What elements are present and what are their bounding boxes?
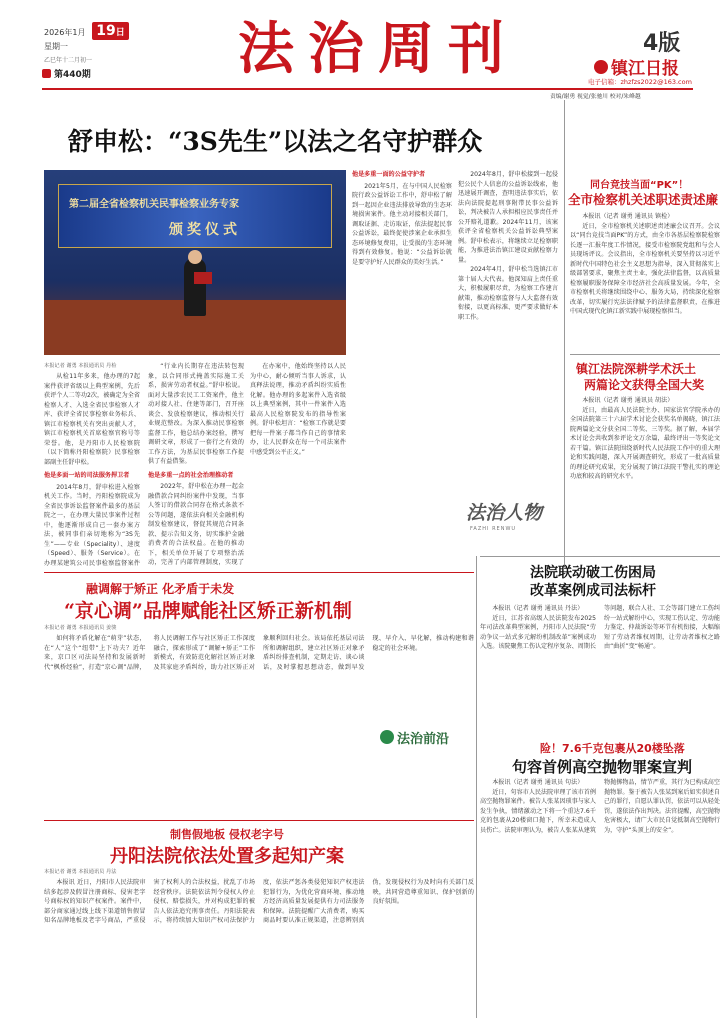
- masthead: [0, 0, 725, 100]
- right3-headline-line1: 法院联动破工伤困局: [530, 565, 656, 581]
- photo-award-text: 颁奖仪式: [169, 222, 241, 238]
- right1-byline: 本报讯（记者 谢勇 通讯员 镇检）: [582, 213, 674, 220]
- photo-person: [184, 258, 206, 316]
- right2-headline-line1: 镇江法院深耕学术沃土: [576, 362, 697, 376]
- right1-kicker: 同台竞技当面“PK”！: [590, 180, 689, 191]
- lead-photo: [44, 170, 346, 355]
- section-tag-frontier: 法治前沿: [380, 726, 474, 748]
- divider-mid: [44, 572, 474, 573]
- right2-body: 本报讯（记者 谢勇 通讯员 胡法） 近日，由最高人民法院主办、国家法官学院承办的全国法院第三十六届学术讨论会获奖名单揭晓，镇江法院两篇论文分获全国二等奖、三等奖。据了解，本届学术讨论会共收到参评论文万余篇，最终评出一等奖论文若干篇。镇江法院围绕新时代人民法院工作中的重大理论和实践问题，深入开展调查研究，形成了一批高质量的理论研究成果，充分展现了镇江法院干警扎实的理论功底和较高的研究水平。: [570, 397, 720, 480]
- bottom-byline: 本报记者 谢勇 本报通讯员 丹法: [44, 869, 117, 875]
- lead-subhead-3: 他是多重一面的公益守护者: [352, 171, 426, 178]
- issue-icon: [42, 69, 51, 78]
- masthead-lunar: 乙巳年十二月初一: [44, 57, 93, 64]
- lead-headline: 舒申松：“3S先生”以法之名守护群众: [68, 127, 483, 156]
- masthead-email: 电子信箱：zhzfzs2022@163.com: [588, 78, 692, 86]
- lead-col-2: “行业内长期存在违法转包现象，以合同形式掩盖实际施工关系，损害劳动者权益。”舒申松说。面对大量涉农民工工资案件，他主动对接人社、住建等部门，召开座谈会、发放检察建议，推动相关行业规范整改。为深入推动民事检察监督工作，他总结办案经验，撰写调研文章，形成了一套行之有效的工作方法，为基层民事检察工作提供了有益借鉴。 他是多重一点的社会治理推动者 2022年，舒申松在办理一起金融借款合同纠纷案件中发现，当事人签订的借款合同存在格式条款不公等问题，遂依法向相关金融机构制发检察建议，督促其规范合同条款、提示告知义务，切实维护金融消费者的合法权益。在他的推动下，相关单位开展了专项整治活动，完善了内部管理制度，实现了: [148, 363, 244, 566]
- masthead-day-badge: [92, 22, 129, 40]
- right3-headline-line2: 改革案例成司法标杆: [530, 583, 656, 599]
- divider-right-1: [570, 354, 720, 355]
- frontier-icon: [380, 730, 394, 744]
- photo-person-head: [188, 250, 202, 264]
- divider-right-col: [564, 100, 565, 565]
- masthead-weekday: 星期一: [44, 42, 68, 51]
- mid2-kicker: 险！7.6千克包裹从20楼坠落: [540, 742, 685, 755]
- mid1-kicker: 融调解于矫正 化矛盾于未发: [86, 582, 235, 596]
- masthead-day-suffix: 日: [115, 28, 125, 38]
- mid2-body: 本报讯（记者 谢勇 通讯员 句法） 近日，句容市人民法院审理了该市首例高空抛物罪案件。被告人张某因琐事与家人发生争执，情绪激动之下将一个重达7.6千克的包裹从20楼窗口抛下，所幸未造成人员伤亡。法院审理认为，被告人张某从建筑物抛掷物品，情节严重，其行为已构成高空抛物罪。鉴于被告人张某到案后如实供述自己的罪行，自愿认罪认罚，依法可以从轻处罚，遂依法作出判决。法官提醒，高空抛物危害极大，请广大市民自觉抵制高空抛物行为，守护“头顶上的安全”。: [480, 779, 720, 834]
- masthead-issue: 第440期: [42, 66, 91, 80]
- masthead-date: 2026年1月: [44, 28, 86, 37]
- masthead-brand: 镇江日报: [594, 54, 679, 79]
- masthead-edition: 4版: [643, 31, 681, 56]
- lead-col-5: 2024年8月，舒申松接到一起侵犯公民个人信息的公益诉讼线索，他迅速展开调查，查明违法事实后，依法向法院提起刑事附带民事公益诉讼，判决被告人承担相应民事责任并公开赔礼道歉。2024年11月，该案获评全省检察机关公益诉讼典型案例。舒申松表示，将继续立足检察职能，为推进法治镇江建设贡献检察力量。 2024年4月，舒申松当选镇江市第十届人大代表。他深知肩上责任重大，积极履职尽责，为检察工作建言献策，推动检察监督与人大监督有效衔接，以更高标准、更严要求做好本职工作。: [458, 171, 558, 321]
- masthead-day: 19: [96, 23, 116, 39]
- lead-col-3: 在办案中，他始终坚持以人民为中心，耐心倾听当事人诉求，认真释法说理，推动矛盾纠纷实质性化解。他办理的多起案件入选省级以上典型案例，其中一件案件入选最高人民检察院发布的指导性案例。舒申松坦言：“检察工作就是要把每一件案子都当作自己的事情来办，让人民群众在每一个司法案件中感受到公平正义。”: [250, 363, 346, 456]
- photo-certificate: [194, 272, 212, 284]
- section-tag-figures: [462, 488, 558, 552]
- masthead-rule: [42, 88, 693, 90]
- section-tag-logo: 法治人物: [466, 502, 543, 524]
- mid2-headline: 句容首例高空抛物罪案宣判: [512, 758, 693, 776]
- lead-col-1: 从检11年多来，他办理的7起案件获评省级以上典型案例，先后获评个人二等功2次，被确定为全省检察人才、入选全省民事检察人才库、获评全省民事检察业务标兵、镇江市检察机关有突出贡献人才，镇江市检察机关首席检察官称号等荣誉。他，是丹阳市人民检察院（以下简称丹阳检察院）民事检察部副主任舒申松。 他是多面一站的司法服务捍卫者 2014年8月，舒申松进入检察机关工作。当时，丹阳检察院成为全省民事诉讼监督案件最多的基层院之一，在办理大量民事案件过程中，他逐渐形成自己一套办案方法，被同事们亲切地称为“3S先生”——专业（Speciality）、速度（Speed）、服务（Service）。在办理某建筑公司民事检察监督案件: [44, 373, 140, 567]
- photo-stage-banner: [58, 184, 332, 248]
- bottom-body: 本报讯 近日，丹阳市人民法院审结多起涉及假冒注册商标、侵害老字号商标权的知识产权案件。案件中，部分商家通过线上线下渠道销售假冒知名品牌地板及老字号商品，严重侵害了权利人的合法权益，扰乱了市场经营秩序。法院依法判令侵权人停止侵权、赔偿损失，并对构成犯罪的被告人依法追究刑事责任。丹阳法院表示，将持续加大知识产权司法保护力度，依法严惩各类侵犯知识产权违法犯罪行为，为优化营商环境、推动地方经济高质量发展提供有力司法服务和保障。法院提醒广大消费者，购买商品时要认准正规渠道，注意辨别真伪，发现侵权行为及时向有关部门反映，共同营造尊重知识、保护创新的良好氛围。: [44, 879, 474, 924]
- mid1-body: 如何将矛盾化解在“萌芽”状态，在“人”这个“纽带”上下功夫？近年来，京口区司法局坚持和发展新时代“枫桥经验”，打造“京心调”品牌，将人民调解工作与社区矫正工作深度融合，探索形成了“调解+矫正”工作新模式，有效防范化解社区矫正对象及其家庭矛盾纠纷，助力社区矫正对象顺利回归社会。该局依托基层司法所和调解组织，建立社区矫正对象矛盾纠纷排查机制，定期走访、谈心谈话，及时掌握思想动态，做到早发现、早介入、早化解，推动构建和谐稳定的社会环境。: [44, 635, 474, 671]
- masthead-title: 法治周刊: [238, 16, 518, 82]
- mid1-headline: “京心调”品牌赋能社区矫正新机制: [64, 600, 352, 622]
- right2-headline-line2: 两篇论文获得全国大奖: [584, 378, 705, 392]
- section-tag-logo-en: FAZHI RENWU: [470, 526, 517, 532]
- lead-byline: 本报记者 谢勇 本报通讯员 丹检: [44, 363, 117, 369]
- divider-vertical-lower: [476, 556, 477, 1018]
- divider-bottom: [44, 820, 474, 821]
- mid1-byline: 本报记者 谢勇 本报通讯员 姜骏: [44, 625, 117, 631]
- mid2-byline: 本报讯（记者 谢勇 通讯员 句法）: [492, 779, 584, 786]
- lead-col-4: 他是多重一面的公益守护者 2021年5月，在与中国人民检察院行政公益诉讼工作中，舒申松了解到一起因企业违法排放导致的生态环境损害案件。他主动对接相关部门，调取证据、走访取证，依法提起民事公益诉讼，最终促使涉案企业承担生态环境修复费用，让受损的生态环境得到有效修复。他说：“公益诉讼就是要守护好人民群众的美好生活。”: [352, 171, 452, 266]
- right1-headline: 全市检察机关述职述责述廉: [568, 192, 719, 207]
- right3-byline: 本报讯（记者 谢勇 通讯员 丹法）: [492, 605, 584, 612]
- bottom-kicker: 制售假地板 侵权老字号: [170, 828, 284, 841]
- right1-body: 本报讯（记者 谢勇 通讯员 镇检） 近日，全市检察机关述职述责述廉会议召开。会议以“同台竞技当面PK”的方式，由全市各基层检察院检察长逐一汇报年度工作情况，接受市检察院党组和与会人员现场评议。会议指出，全市检察机关要坚持以习近平新时代中国特色社会主义思想为指导，深入贯彻落实上级部署要求，聚焦主责主业，强化法律监督，以高质量检察履职服务保障全市经济社会高质量发展。今年，全市检察机关将继续围绕中心、服务大局，持续深化检察改革，切实履行宪法法律赋予的法律监督职责，在推进中国式现代化镇江新实践中展现检察担当。: [570, 213, 720, 315]
- right2-byline: 本报讯（记者 谢勇 通讯员 胡法）: [582, 397, 674, 404]
- bottom-headline: 丹阳法院依法处置多起知产案: [110, 846, 344, 867]
- masthead-editors: 责编/谢勇 视觉/张驰川 校对/朱峰越: [550, 94, 641, 100]
- brand-logo-icon: [594, 60, 608, 74]
- divider-right-2: [480, 556, 720, 557]
- right3-body: 本报讯（记者 谢勇 通讯员 丹法） 近日，江苏省高级人民法院发布2025年司法改革典型案例，丹阳市人民法院“劳动争议一站式多元解纷机制改革”案例成功入选。该院聚焦工伤认定程序复杂、周期长等问题，联合人社、工会等部门建立工伤纠纷一站式解纷中心，实现工伤认定、劳动能力鉴定、仲裁诉讼等环节有机衔接，大幅缩短了劳动者维权周期，让劳动者维权之路由“曲折”变“畅通”。: [480, 605, 720, 650]
- lead-subhead-1: 他是多面一站的司法服务捍卫者: [44, 472, 130, 479]
- photo-banner-text: 第二届全省检察机关民事检察业务专家: [69, 199, 239, 210]
- lead-subhead-2: 他是多重一点的社会治理推动者: [148, 471, 234, 479]
